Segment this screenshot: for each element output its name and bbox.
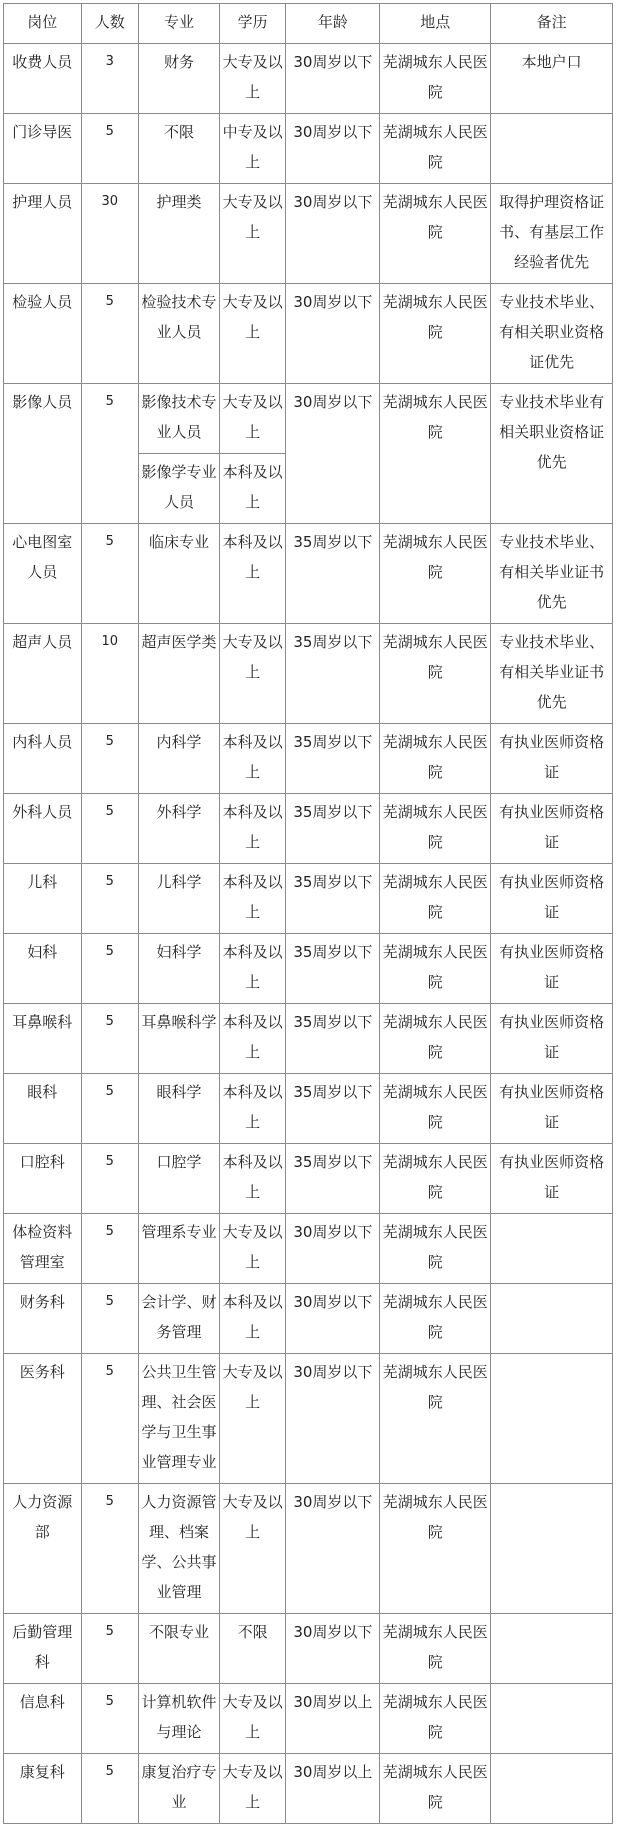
cell-age: 35周岁以下 (286, 1074, 380, 1144)
cell-location: 芜湖城东人民医院 (380, 724, 491, 794)
cell-location: 芜湖城东人民医院 (380, 284, 491, 384)
cell-note: 有执业医师资格证 (491, 1144, 613, 1214)
cell-post: 后勤管理科 (4, 1614, 82, 1684)
cell-note: 专业技术毕业、有相关职业资格证优先 (491, 284, 613, 384)
table-row (4, 794, 613, 864)
cell-count: 5 (81, 864, 139, 934)
header-note: 备注 (491, 4, 613, 44)
cell-age: 30周岁以下 (286, 1484, 380, 1614)
table-row (4, 1144, 613, 1214)
header-age: 年龄 (286, 4, 380, 44)
cell-count: 5 (81, 384, 139, 524)
cell-major: 计算机软件与理论 (139, 1684, 220, 1754)
cell-major: 妇科学 (139, 934, 220, 1004)
cell-education: 大专及以上 (219, 284, 285, 384)
recruitment-table (3, 3, 613, 1824)
cell-education: 大专及以上 (219, 1684, 285, 1754)
cell-count: 5 (81, 1004, 139, 1074)
cell-note: 专业技术毕业、有相关毕业证书优先 (491, 524, 613, 624)
cell-count: 5 (81, 794, 139, 864)
cell-post: 门诊导医 (4, 114, 82, 184)
cell-major: 影像学专业人员 (139, 454, 220, 524)
cell-note: 有执业医师资格证 (491, 1074, 613, 1144)
cell-location: 芜湖城东人民医院 (380, 1354, 491, 1484)
cell-location: 芜湖城东人民医院 (380, 1614, 491, 1684)
cell-note: 专业技术毕业有相关职业资格证优先 (491, 384, 613, 524)
cell-count: 5 (81, 284, 139, 384)
cell-note: 有执业医师资格证 (491, 724, 613, 794)
cell-location: 芜湖城东人民医院 (380, 1074, 491, 1144)
cell-major: 影像技术专业人员 (139, 384, 220, 454)
table-row (4, 44, 613, 114)
cell-major: 不限专业 (139, 1614, 220, 1684)
cell-count: 5 (81, 1684, 139, 1754)
cell-location: 芜湖城东人民医院 (380, 1484, 491, 1614)
cell-age: 30周岁以下 (286, 1284, 380, 1354)
cell-location: 芜湖城东人民医院 (380, 44, 491, 114)
cell-major: 检验技术专业人员 (139, 284, 220, 384)
table-row (4, 864, 613, 934)
cell-post: 眼科 (4, 1074, 82, 1144)
cell-age: 35周岁以下 (286, 524, 380, 624)
cell-location: 芜湖城东人民医院 (380, 1684, 491, 1754)
cell-post: 财务科 (4, 1284, 82, 1354)
header-major: 专业 (139, 4, 220, 44)
cell-education: 本科及以上 (219, 794, 285, 864)
cell-location: 芜湖城东人民医院 (380, 794, 491, 864)
table-row (4, 1354, 613, 1484)
cell-note: 有执业医师资格证 (491, 864, 613, 934)
cell-location: 芜湖城东人民医院 (380, 1144, 491, 1214)
cell-age: 35周岁以下 (286, 864, 380, 934)
cell-major: 外科学 (139, 794, 220, 864)
table-row (4, 384, 613, 454)
cell-age: 35周岁以下 (286, 724, 380, 794)
cell-count: 5 (81, 1074, 139, 1144)
cell-note (491, 1284, 613, 1354)
cell-major: 公共卫生管理、社会医学与卫生事业管理专业 (139, 1354, 220, 1484)
cell-post: 检验人员 (4, 284, 82, 384)
cell-count: 5 (81, 114, 139, 184)
cell-location: 芜湖城东人民医院 (380, 864, 491, 934)
cell-education: 大专及以上 (219, 1214, 285, 1284)
table-row (4, 1684, 613, 1754)
table-row (4, 724, 613, 794)
cell-post: 康复科 (4, 1754, 82, 1824)
cell-major: 会计学、财务管理 (139, 1284, 220, 1354)
cell-major: 护理类 (139, 184, 220, 284)
cell-age: 30周岁以下 (286, 284, 380, 384)
cell-age: 30周岁以上 (286, 1684, 380, 1754)
cell-age: 30周岁以下 (286, 1214, 380, 1284)
cell-note: 专业技术毕业、有相关毕业证书优先 (491, 624, 613, 724)
cell-major: 康复治疗专业 (139, 1754, 220, 1824)
cell-major: 临床专业 (139, 524, 220, 624)
cell-count: 3 (81, 44, 139, 114)
cell-age: 35周岁以下 (286, 794, 380, 864)
cell-age: 30周岁以下 (286, 1354, 380, 1484)
table-row (4, 184, 613, 284)
cell-note (491, 114, 613, 184)
cell-major: 口腔学 (139, 1144, 220, 1214)
cell-note (491, 1684, 613, 1754)
cell-post: 医务科 (4, 1354, 82, 1484)
cell-age: 35周岁以下 (286, 934, 380, 1004)
cell-post: 内科人员 (4, 724, 82, 794)
cell-major: 财务 (139, 44, 220, 114)
cell-major: 内科学 (139, 724, 220, 794)
cell-post: 信息科 (4, 1684, 82, 1754)
table-row (4, 1214, 613, 1284)
cell-count: 10 (81, 624, 139, 724)
cell-education: 大专及以上 (219, 184, 285, 284)
cell-education: 本科及以上 (219, 724, 285, 794)
cell-note (491, 1354, 613, 1484)
cell-post: 人力资源部 (4, 1484, 82, 1614)
cell-post: 收费人员 (4, 44, 82, 114)
cell-major: 眼科学 (139, 1074, 220, 1144)
cell-age: 30周岁以下 (286, 114, 380, 184)
cell-education: 本科及以上 (219, 454, 285, 524)
cell-count: 5 (81, 1614, 139, 1684)
cell-note (491, 1484, 613, 1614)
cell-count: 5 (81, 1484, 139, 1614)
cell-location: 芜湖城东人民医院 (380, 184, 491, 284)
table-row (4, 114, 613, 184)
cell-note (491, 1214, 613, 1284)
header-post: 岗位 (4, 4, 82, 44)
cell-note: 有执业医师资格证 (491, 934, 613, 1004)
cell-education: 中专及以上 (219, 114, 285, 184)
cell-age: 30周岁以下 (286, 384, 380, 524)
table-row (4, 1754, 613, 1824)
table-row (4, 524, 613, 624)
table-row (4, 1074, 613, 1144)
cell-age: 30周岁以下 (286, 44, 380, 114)
header-location: 地点 (380, 4, 491, 44)
cell-location: 芜湖城东人民医院 (380, 1004, 491, 1074)
cell-age: 35周岁以下 (286, 1004, 380, 1074)
cell-major: 人力资源管理、档案学、公共事业管理 (139, 1484, 220, 1614)
cell-count: 5 (81, 1754, 139, 1824)
cell-note: 本地户口 (491, 44, 613, 114)
cell-post: 超声人员 (4, 624, 82, 724)
header-education: 学历 (219, 4, 285, 44)
cell-major: 不限 (139, 114, 220, 184)
table-row (4, 284, 613, 384)
cell-post: 耳鼻喉科 (4, 1004, 82, 1074)
cell-location: 芜湖城东人民医院 (380, 1754, 491, 1824)
cell-education: 本科及以上 (219, 934, 285, 1004)
cell-education: 本科及以上 (219, 524, 285, 624)
cell-education: 大专及以上 (219, 1484, 285, 1614)
cell-major: 耳鼻喉科学 (139, 1004, 220, 1074)
cell-education: 本科及以上 (219, 1284, 285, 1354)
cell-count: 5 (81, 1144, 139, 1214)
cell-location: 芜湖城东人民医院 (380, 624, 491, 724)
table-row (4, 624, 613, 724)
cell-count: 5 (81, 934, 139, 1004)
cell-education: 大专及以上 (219, 1754, 285, 1824)
cell-count: 30 (81, 184, 139, 284)
cell-age: 30周岁以下 (286, 184, 380, 284)
cell-post: 影像人员 (4, 384, 82, 524)
cell-note: 有执业医师资格证 (491, 794, 613, 864)
cell-education: 本科及以上 (219, 1004, 285, 1074)
cell-post: 妇科 (4, 934, 82, 1004)
cell-age: 30周岁以下 (286, 1614, 380, 1684)
cell-education: 大专及以上 (219, 624, 285, 724)
table-row (4, 1614, 613, 1684)
table-row (4, 1484, 613, 1614)
cell-major: 管理系专业 (139, 1214, 220, 1284)
cell-education: 不限 (219, 1614, 285, 1684)
cell-age: 35周岁以下 (286, 624, 380, 724)
cell-count: 5 (81, 1354, 139, 1484)
table-row (4, 934, 613, 1004)
cell-note: 取得护理资格证书、有基层工作经验者优先 (491, 184, 613, 284)
cell-education: 大专及以上 (219, 1354, 285, 1484)
cell-location: 芜湖城东人民医院 (380, 1214, 491, 1284)
cell-note: 有执业医师资格证 (491, 1004, 613, 1074)
cell-post: 口腔科 (4, 1144, 82, 1214)
cell-education: 本科及以上 (219, 1074, 285, 1144)
header-row (4, 4, 613, 44)
cell-location: 芜湖城东人民医院 (380, 384, 491, 524)
cell-age: 30周岁以上 (286, 1754, 380, 1824)
table-row (4, 1004, 613, 1074)
cell-post: 心电图室人员 (4, 524, 82, 624)
cell-note (491, 1614, 613, 1684)
cell-count: 5 (81, 524, 139, 624)
cell-post: 儿科 (4, 864, 82, 934)
cell-post: 护理人员 (4, 184, 82, 284)
cell-education: 本科及以上 (219, 1144, 285, 1214)
cell-count: 5 (81, 724, 139, 794)
cell-education: 大专及以上 (219, 44, 285, 114)
cell-count: 5 (81, 1214, 139, 1284)
header-count: 人数 (81, 4, 139, 44)
cell-major: 儿科学 (139, 864, 220, 934)
cell-post: 外科人员 (4, 794, 82, 864)
cell-major: 超声医学类 (139, 624, 220, 724)
cell-location: 芜湖城东人民医院 (380, 114, 491, 184)
cell-education: 大专及以上 (219, 384, 285, 454)
cell-age: 35周岁以下 (286, 1144, 380, 1214)
cell-location: 芜湖城东人民医院 (380, 934, 491, 1004)
cell-count: 5 (81, 1284, 139, 1354)
cell-education: 本科及以上 (219, 864, 285, 934)
table-row (4, 1284, 613, 1354)
cell-post: 体检资料管理室 (4, 1214, 82, 1284)
cell-location: 芜湖城东人民医院 (380, 524, 491, 624)
cell-note (491, 1754, 613, 1824)
cell-location: 芜湖城东人民医院 (380, 1284, 491, 1354)
